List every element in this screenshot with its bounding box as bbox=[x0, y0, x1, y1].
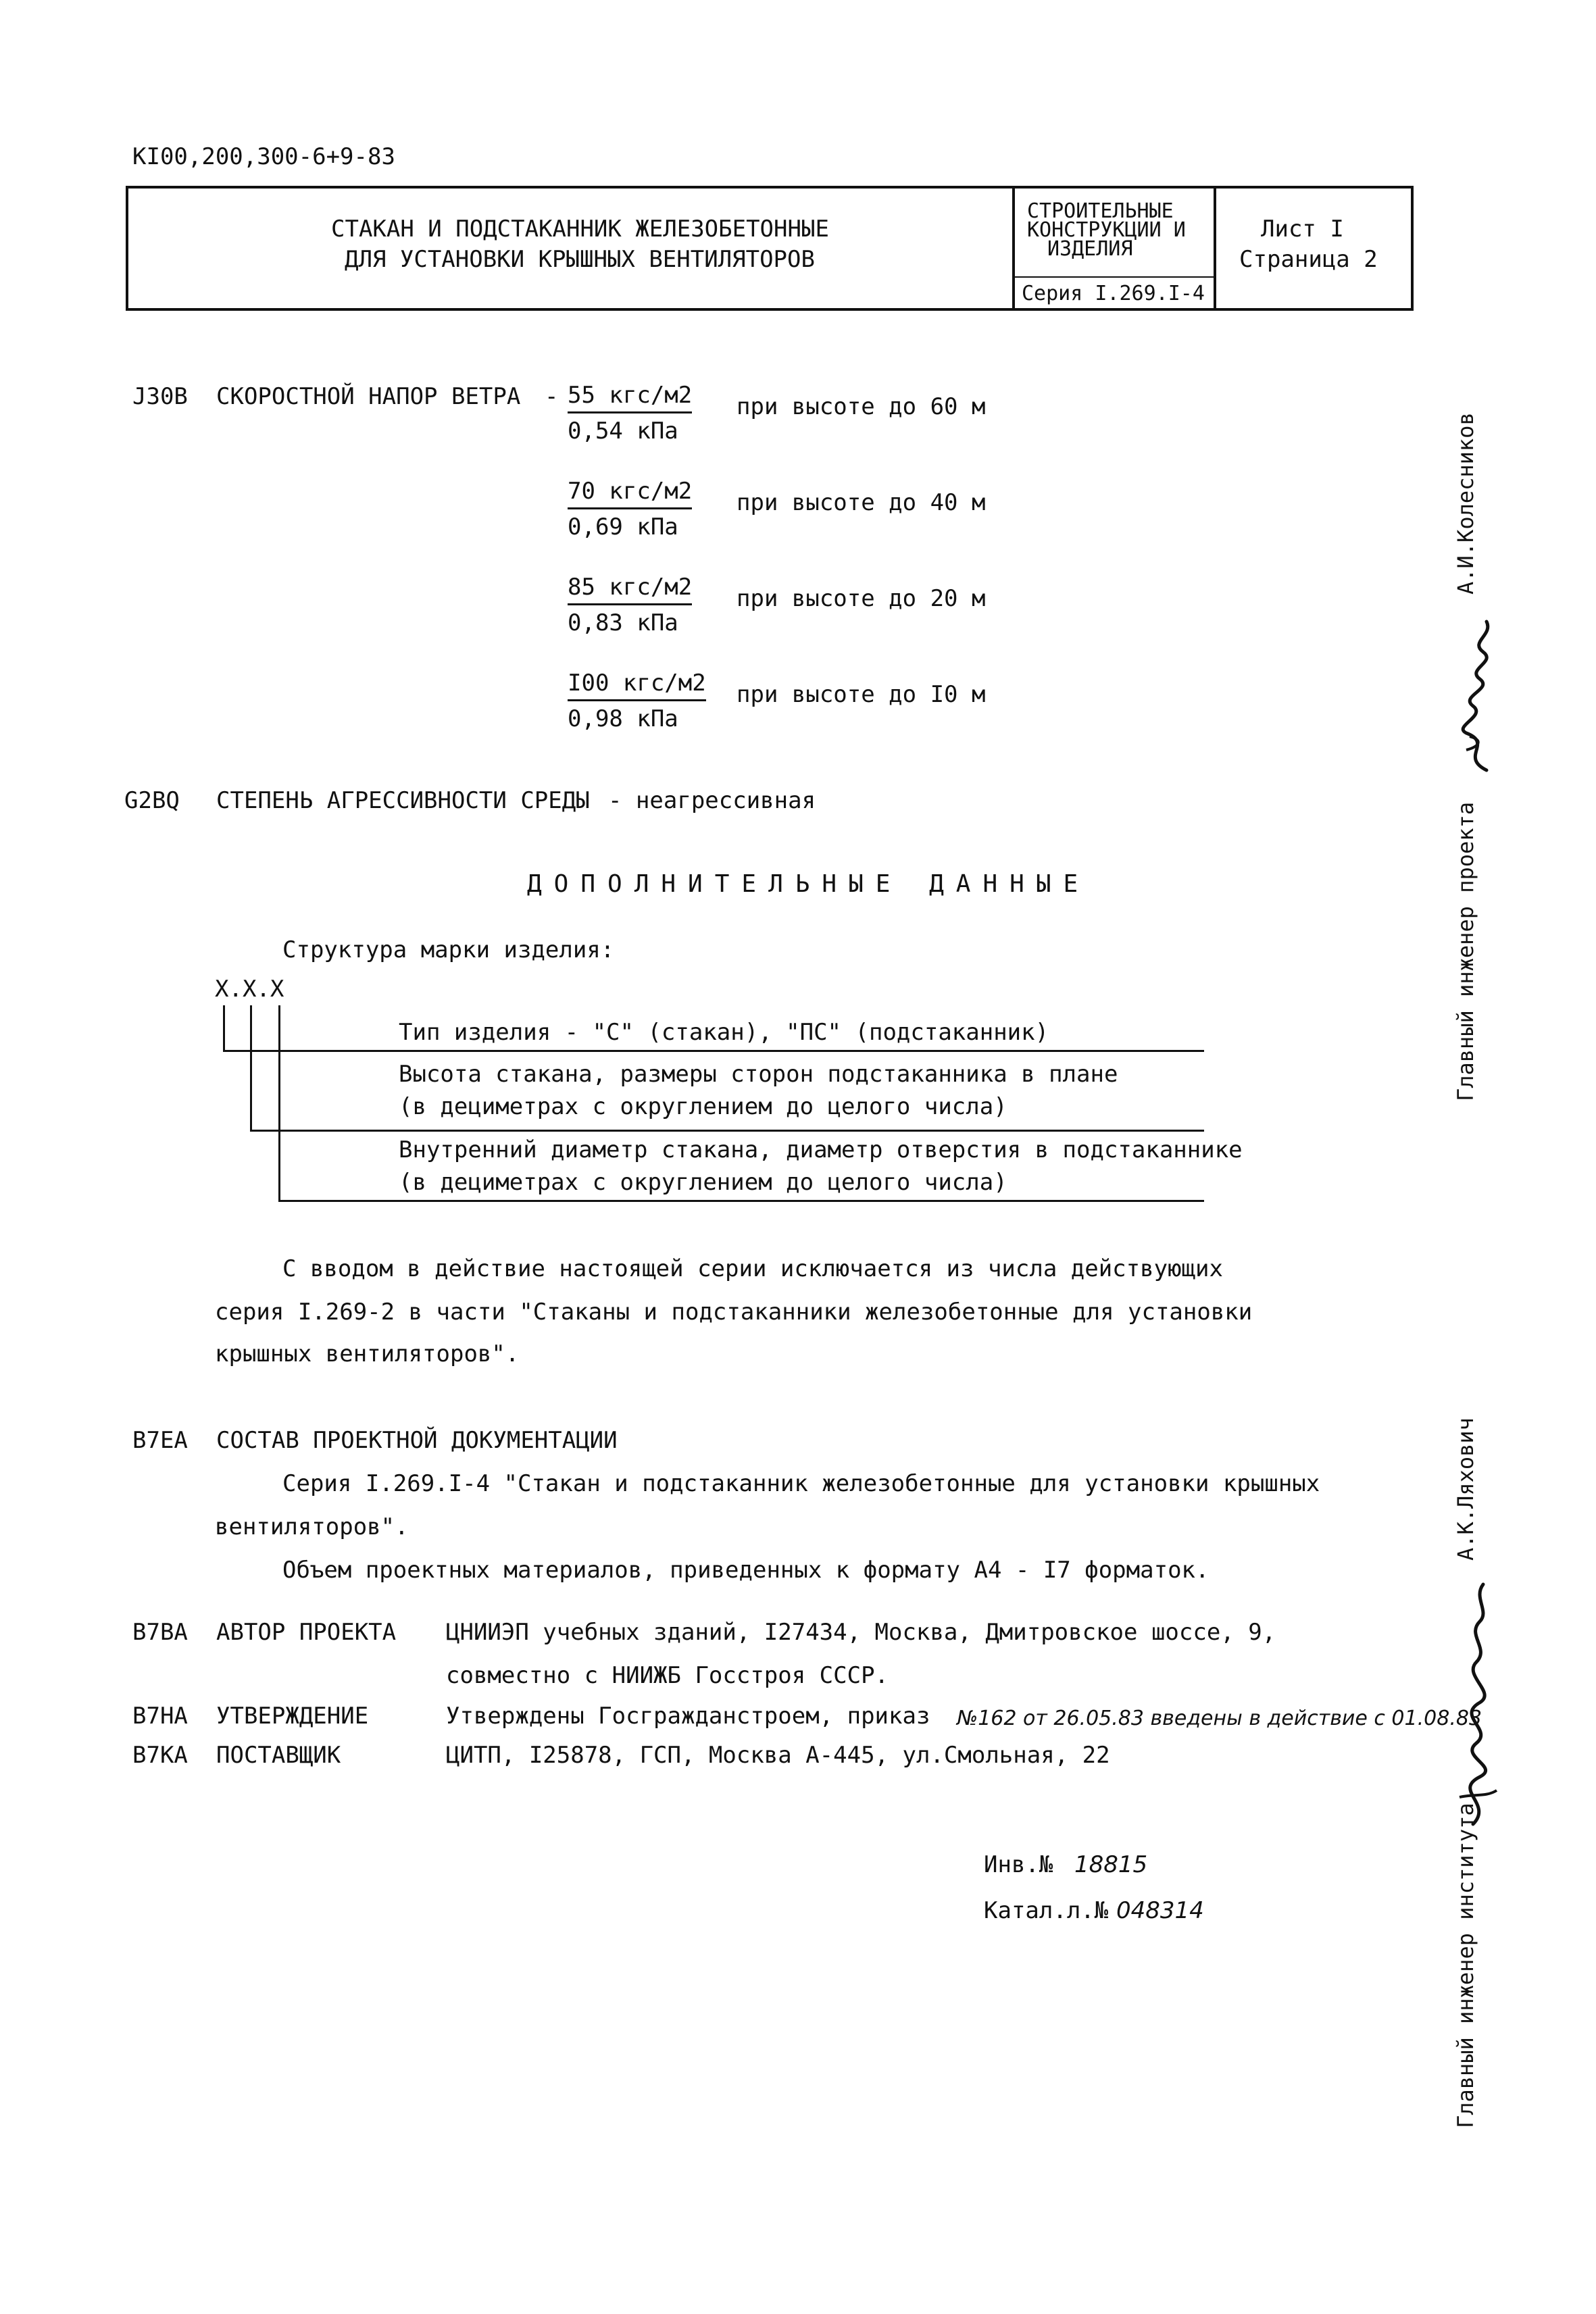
approval-code: B7HA bbox=[132, 1703, 188, 1730]
category-line-2: КОНСТРУКЦИИ И bbox=[1027, 218, 1186, 242]
catalog-label: Катал.л.№ bbox=[984, 1897, 1109, 1924]
wind-condition-4: при высоте до I0 м bbox=[737, 681, 986, 708]
signature-project-engineer bbox=[1446, 615, 1507, 777]
wind-condition-1: при высоте до 60 м bbox=[737, 393, 986, 420]
replacement-line-3: крышных вентиляторов". bbox=[215, 1340, 520, 1367]
author-line-2: совместно с НИИЖБ Госстроя СССР. bbox=[446, 1662, 889, 1689]
product-mark-pattern: X.X.X bbox=[215, 976, 284, 1003]
approval-text: Утверждены Госгражданстроем, приказ bbox=[446, 1703, 930, 1730]
supplier-code: B7KA bbox=[132, 1742, 188, 1769]
structure-item-2-line-1: Высота стакана, размеры сторон подстаканника в плане bbox=[399, 1061, 1118, 1088]
title-cell bbox=[128, 188, 1015, 308]
approval-handwritten-note: №162 от 26.05.83 введены в действие с 01.08.83 bbox=[957, 1707, 1482, 1730]
chief-project-engineer-label: Главный инженер проекта bbox=[1453, 801, 1478, 1101]
wind-condition-3: при высоте до 20 м bbox=[737, 585, 986, 612]
category-line-1: СТРОИТЕЛЬНЫЕ bbox=[1027, 199, 1174, 223]
category-divider bbox=[1015, 276, 1214, 278]
series-number: Серия I.269.I-4 bbox=[1022, 282, 1205, 305]
replacement-line-1: С вводом в действие настоящей серии исключается из числа действующих bbox=[282, 1255, 1223, 1282]
wind-value-3-numerator: 85 кгс/м2 bbox=[568, 574, 692, 605]
structure-item-1: Тип изделия - "С" (стакан), "ПС" (подстаканник) bbox=[399, 1019, 1049, 1046]
wind-value-2 bbox=[568, 478, 692, 540]
wind-dash: - bbox=[545, 383, 559, 410]
sheet-cell bbox=[1216, 188, 1411, 308]
structure-item-3-line-2: (в дециметрах с округлением до целого числа) bbox=[399, 1169, 1007, 1196]
structure-item-3-line-1: Внутренний диаметр стакана, диаметр отверстия в подстаканнике bbox=[399, 1136, 1243, 1163]
signature-institute-engineer bbox=[1446, 1574, 1507, 1831]
composition-code: B7EA bbox=[132, 1427, 188, 1454]
aggressiveness-code: G2BQ bbox=[124, 787, 180, 814]
bracket-line-1-vertical bbox=[223, 1005, 225, 1051]
wind-value-2-denominator: 0,69 кПа bbox=[568, 513, 678, 540]
wind-value-3 bbox=[568, 574, 692, 636]
wind-value-2-numerator: 70 кгс/м2 bbox=[568, 478, 692, 509]
title-block bbox=[126, 186, 1414, 311]
author-label: АВТОР ПРОЕКТА bbox=[216, 1619, 397, 1646]
bracket-line-1-horizontal bbox=[223, 1050, 1204, 1052]
aggressiveness-value: - неагрессивная bbox=[608, 787, 816, 814]
author-code: B7BA bbox=[132, 1619, 188, 1646]
author-line-1: ЦНИИЭП учебных зданий, I27434, Москва, Дмитровское шоссе, 9, bbox=[446, 1619, 1276, 1646]
inventory-label: Инв.№ bbox=[984, 1851, 1053, 1878]
wind-value-1-denominator: 0,54 кПа bbox=[568, 418, 678, 445]
approval-label: УТВЕРЖДЕНИЕ bbox=[216, 1703, 369, 1730]
additional-data-heading: ДОПОЛНИТЕЛЬНЫЕ ДАННЫЕ bbox=[527, 870, 1091, 898]
catalog-number: 048314 bbox=[1116, 1897, 1204, 1924]
structure-item-2-line-2: (в дециметрах с округлением до целого числа) bbox=[399, 1093, 1007, 1120]
title-line-1: СТАКАН И ПОДСТАКАННИК ЖЕЛЕЗОБЕТОННЫЕ bbox=[331, 216, 829, 243]
wind-condition-2: при высоте до 40 м bbox=[737, 489, 986, 516]
document-code: КI00,200,300-6+9-83 bbox=[132, 143, 395, 170]
composition-line-3: Объем проектных материалов, приведенных к формату А4 - I7 форматок. bbox=[282, 1557, 1210, 1584]
composition-line-1: Серия I.269.I-4 "Стакан и подстаканник железобетонные для установки крышных bbox=[282, 1470, 1320, 1497]
composition-line-2: вентиляторов". bbox=[215, 1513, 409, 1540]
bracket-line-2-horizontal bbox=[250, 1130, 1204, 1132]
wind-value-4 bbox=[568, 670, 706, 732]
chief-project-engineer-name: А.И.Колесников bbox=[1453, 412, 1478, 595]
composition-label: СОСТАВ ПРОЕКТНОЙ ДОКУМЕНТАЦИИ bbox=[216, 1427, 618, 1454]
chief-institute-engineer-label: Главный инженер института bbox=[1453, 1803, 1478, 2128]
wind-code: J30B bbox=[132, 383, 188, 410]
inventory-number: 18815 bbox=[1074, 1851, 1148, 1878]
replacement-line-2: серия I.269-2 в части "Стаканы и подстаканники железобетонные для установки bbox=[215, 1299, 1253, 1326]
structure-intro: Структура марки изделия: bbox=[282, 936, 615, 963]
bracket-line-3-horizontal bbox=[278, 1200, 1204, 1202]
aggressiveness-label: СТЕПЕНЬ АГРЕССИВНОСТИ СРЕДЫ bbox=[216, 787, 590, 814]
wind-value-1 bbox=[568, 382, 692, 445]
category-cell bbox=[1015, 188, 1216, 308]
page-number: Страница 2 bbox=[1239, 246, 1378, 273]
bracket-line-2-vertical bbox=[250, 1005, 252, 1131]
supplier-label: ПОСТАВЩИК bbox=[216, 1742, 341, 1769]
supplier-text: ЦИТП, I25878, ГСП, Москва А-445, ул.Смольная, 22 bbox=[446, 1742, 1110, 1769]
wind-value-4-denominator: 0,98 кПа bbox=[568, 705, 678, 732]
bracket-line-3-vertical bbox=[278, 1005, 280, 1201]
wind-value-4-numerator: I00 кгс/м2 bbox=[568, 670, 706, 701]
sheet-number: Лист I bbox=[1261, 216, 1344, 243]
chief-institute-engineer-name: А.К.Ляхович bbox=[1453, 1417, 1478, 1561]
wind-value-3-denominator: 0,83 кПа bbox=[568, 609, 678, 636]
category-line-3: ИЗДЕЛИЯ bbox=[1047, 237, 1133, 261]
title-line-2: ДЛЯ УСТАНОВКИ КРЫШНЫХ ВЕНТИЛЯТОРОВ bbox=[345, 246, 815, 273]
wind-label: СКОРОСТНОЙ НАПОР ВЕТРА bbox=[216, 383, 521, 410]
wind-value-1-numerator: 55 кгс/м2 bbox=[568, 382, 692, 413]
